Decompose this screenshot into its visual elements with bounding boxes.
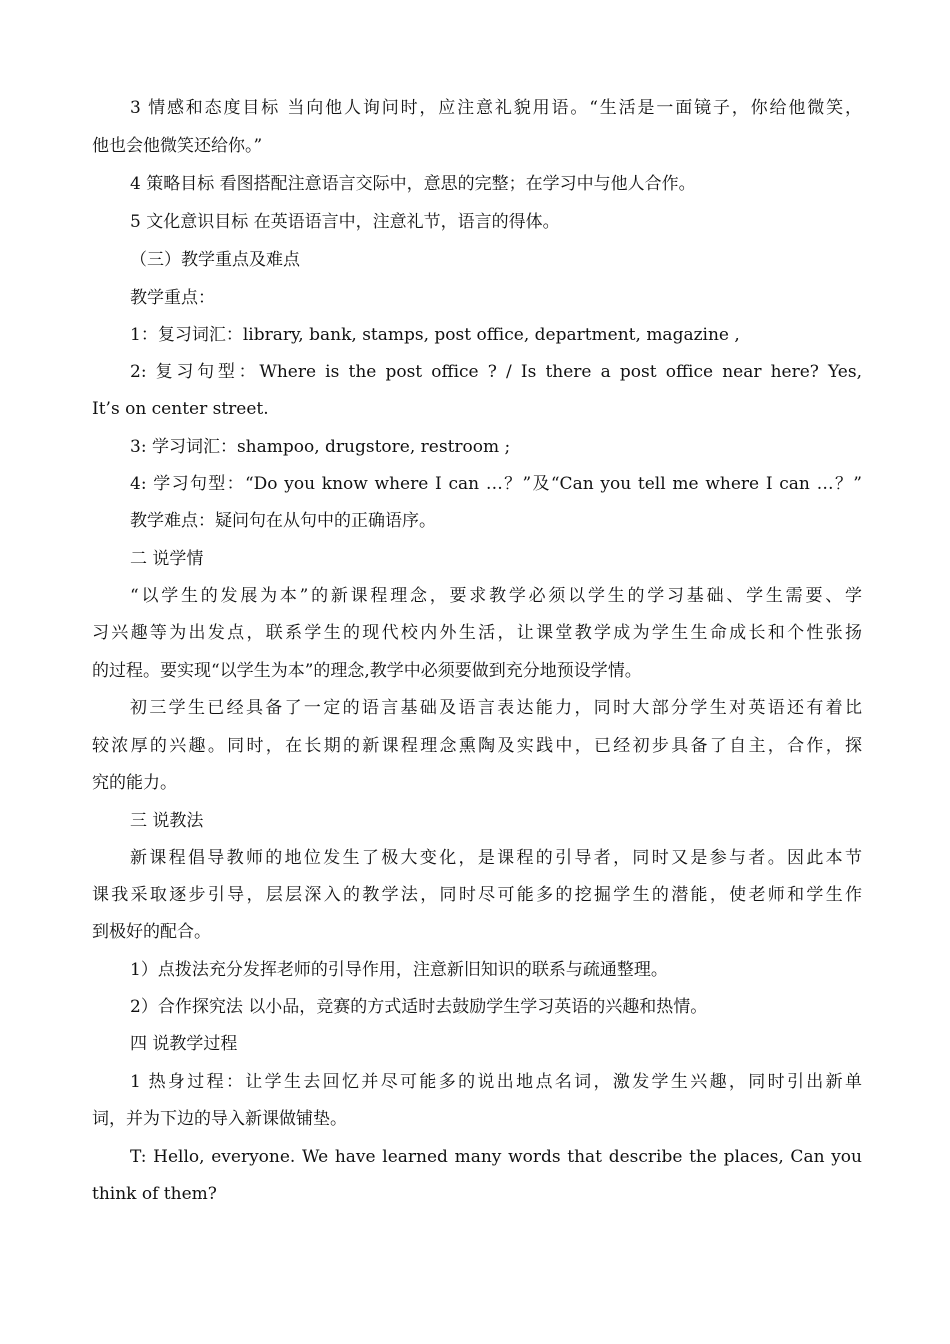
paragraph-1-line-2: 习兴趣等为出发点，联系学生的现代校内外生活，让课堂教学成为学生生命成长和个性张扬 — [92, 623, 862, 643]
paragraph-3-line-3: 到极好的配合。 — [92, 922, 211, 942]
process-step-1-line-2: 词，并为下边的导入新课做铺垫。 — [92, 1109, 347, 1129]
text-line-goal-3-cont: 他也会他微笑还给你。” — [92, 136, 263, 156]
subheading-teaching-focus: 教学重点： — [130, 288, 215, 308]
method-item-2: 2）合作探究法 以小品，竞赛的方式适时去鼓励学生学习英语的兴趣和热情。 — [130, 997, 708, 1017]
section-heading-key-points: （三）教学重点及难点 — [130, 250, 300, 270]
paragraph-2-line-2: 较浓厚的兴趣。同时，在长期的新课程理念熏陶及实践中，已经初步具备了自主，合作，探 — [92, 736, 862, 756]
section-heading-teaching-method: 三 说教法 — [130, 811, 204, 831]
text-line-goal-5: 5 文化意识目标 在英语语言中，注意礼节，语言的得体。 — [130, 212, 560, 232]
dialogue-line-1: T: Hello, everyone. We have learned many words that describe the places, Can you — [130, 1147, 862, 1167]
text-line-difficulty: 教学难点：疑问句在从句中的正确语序。 — [130, 511, 436, 531]
method-item-1: 1）点拨法充分发挥老师的引导作用，注意新旧知识的联系与疏通整理。 — [130, 960, 668, 980]
text-line-focus-4: 4: 学习句型：“Do you know where I can …？”及“Can you tell me where I can …？” — [130, 474, 862, 494]
text-line-focus-3: 3: 学习词汇：shampoo, drugstore, restroom ; — [130, 437, 511, 457]
dialogue-line-2: think of them? — [92, 1184, 217, 1204]
section-heading-student-analysis: 二 说学情 — [130, 549, 204, 569]
paragraph-1-line-1: “以学生的发展为本”的新课程理念，要求教学必须以学生的学习基础、学生需要、学 — [130, 586, 862, 606]
paragraph-3-line-1: 新课程倡导教师的地位发生了极大变化，是课程的引导者，同时又是参与者。因此本节 — [130, 848, 862, 868]
paragraph-2-line-1: 初三学生已经具备了一定的语言基础及语言表达能力，同时大部分学生对英语还有着比 — [130, 698, 862, 718]
paragraph-3-line-2: 课我采取逐步引导，层层深入的教学法，同时尽可能多的挖掘学生的潜能，使老师和学生作 — [92, 885, 862, 905]
process-step-1-line-1: 1 热身过程：让学生去回忆并尽可能多的说出地点名词，激发学生兴趣，同时引出新单 — [130, 1072, 862, 1092]
text-line-goal-3: 3 情感和态度目标 当向他人询问时，应注意礼貌用语。“生活是一面镜子，你给他微笑， — [130, 98, 862, 118]
paragraph-1-line-3: 的过程。要实现“以学生为本”的理念,教学中必须要做到充分地预设学情。 — [92, 661, 642, 681]
section-heading-teaching-process: 四 说教学过程 — [130, 1034, 238, 1054]
text-line-focus-2-cont: It’s on center street. — [92, 399, 269, 419]
text-line-focus-1: 1：复习词汇：library, bank, stamps, post office, department, magazine , — [130, 325, 740, 345]
text-line-focus-2: 2: 复习句型：Where is the post office ? / Is there a post office near here? Yes, — [130, 362, 862, 382]
text-line-goal-4: 4 策略目标 看图搭配注意语言交际中，意思的完整；在学习中与他人合作。 — [130, 174, 696, 194]
paragraph-2-line-3: 究的能力。 — [92, 773, 177, 793]
